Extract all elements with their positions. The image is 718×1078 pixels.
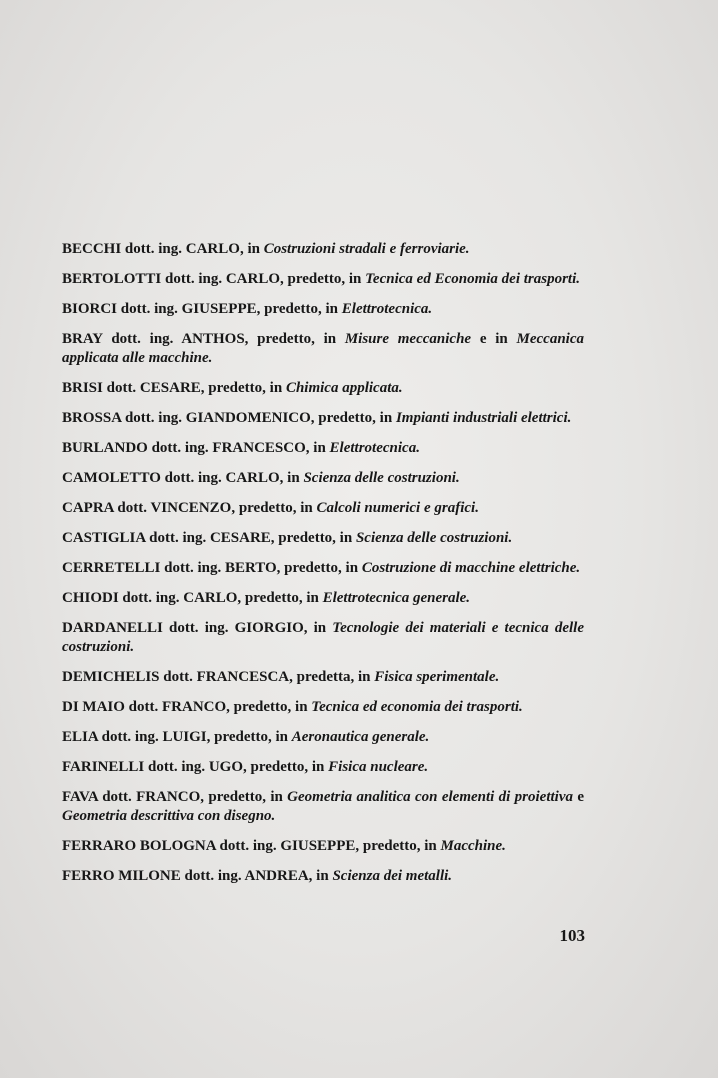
entry-field: Impianti industriali elettrici. xyxy=(395,410,572,426)
entry-name: FERRARO BOLOGNA dott. ing. GIUSEPPE, predetto, in xyxy=(62,838,441,854)
entry-name: CASTIGLIA dott. ing. CESARE, predetto, in xyxy=(62,530,356,546)
list-item xyxy=(62,867,584,886)
entry-connector: e xyxy=(573,789,584,805)
entry-field: Costruzioni stradali e ferroviarie. xyxy=(263,241,470,257)
list-item xyxy=(62,270,584,289)
list-item xyxy=(62,758,584,777)
list-item xyxy=(62,330,584,368)
entry-name: BROSSA dott. ing. GIANDOMENICO, predetto, in xyxy=(62,410,396,426)
list-item xyxy=(62,409,584,428)
list-item xyxy=(62,300,584,319)
list-item xyxy=(62,837,584,856)
list-item xyxy=(62,619,584,657)
entry-field: Elettrotecnica. xyxy=(341,301,433,317)
list-item xyxy=(62,559,584,578)
entry-field: Macchine. xyxy=(440,838,506,854)
list-item xyxy=(62,469,584,488)
entry-name: CERRETELLI dott. ing. BERTO, predetto, in xyxy=(62,560,362,576)
entry-field: Chimica applicata. xyxy=(285,380,403,396)
entry-name: FERRO MILONE dott. ing. ANDREA, in xyxy=(62,868,333,884)
list-item xyxy=(62,499,584,518)
entry-name: DEMICHELIS dott. FRANCESCA, predetta, in xyxy=(62,669,375,685)
list-item xyxy=(62,379,584,398)
list-item xyxy=(62,698,584,717)
entry-name: CAMOLETTO dott. ing. CARLO, in xyxy=(62,470,304,486)
entry-name: CHIODI dott. ing. CARLO, predetto, in xyxy=(62,590,323,606)
entry-connector: e in xyxy=(471,331,517,347)
entry-field: Tecnica ed Economia dei trasporti. xyxy=(365,271,580,287)
entry-name: DI MAIO dott. FRANCO, predetto, in xyxy=(62,699,312,715)
entry-name: BRISI dott. CESARE, predetto, in xyxy=(62,380,286,396)
entry-field: Scienza delle costruzioni. xyxy=(355,530,513,546)
entry-field: Calcoli numerici e grafici. xyxy=(316,500,479,516)
entry-list xyxy=(62,240,584,897)
entry-name: BURLANDO dott. ing. FRANCESCO, in xyxy=(62,440,330,456)
entry-field: Aeronautica generale. xyxy=(291,729,430,745)
show-through-text xyxy=(60,92,600,114)
entry-field: Fisica nucleare. xyxy=(328,759,429,775)
entry-field: Scienza dei metalli. xyxy=(332,868,453,884)
entry-name: BERTOLOTTI dott. ing. CARLO, predetto, in xyxy=(62,271,366,287)
entry-name: CAPRA dott. VINCENZO, predetto, in xyxy=(62,500,317,516)
entry-field: Costruzione di macchine elettriche. xyxy=(361,560,581,576)
entry-name: ELIA dott. ing. LUIGI, predetto, in xyxy=(62,729,292,745)
page-number: 103 xyxy=(559,926,585,945)
list-item xyxy=(62,788,584,826)
entry-field: Scienza delle costruzioni. xyxy=(303,470,460,486)
entry-name: BIORCI dott. ing. GIUSEPPE, predetto, in xyxy=(62,301,342,317)
entry-name: FARINELLI dott. ing. UGO, predetto, in xyxy=(62,759,329,775)
entry-name: DARDANELLI dott. ing. GIORGIO, in xyxy=(62,620,333,636)
entry-field: Misure meccaniche xyxy=(344,331,472,347)
entry-name: BRAY dott. ing. ANTHOS, predetto, in xyxy=(62,331,345,347)
entry-field: Tecnologie dei materiali e tecnica delle costruzioni. xyxy=(62,620,584,655)
entry-field: Elettrotecnica. xyxy=(329,440,420,456)
entry-field: Elettrotecnica generale. xyxy=(322,590,471,606)
list-item xyxy=(62,589,584,608)
list-item xyxy=(62,439,584,458)
list-item xyxy=(62,529,584,548)
entry-field-2: Geometria descrittiva con disegno. xyxy=(62,808,276,824)
entry-field: Fisica sperimentale. xyxy=(374,669,500,685)
list-item xyxy=(62,668,584,687)
list-item xyxy=(62,240,584,259)
entry-name: BECCHI dott. ing. CARLO, in xyxy=(62,241,264,257)
list-item xyxy=(62,728,584,747)
entry-field: Geometria analitica con elementi di proiettiva xyxy=(287,789,573,805)
entry-field-2: Meccanica applicata alle macchine. xyxy=(62,331,584,366)
entry-field: Tecnica ed economia dei trasporti. xyxy=(311,699,523,715)
entry-name: FAVA dott. FRANCO, predetto, in xyxy=(62,789,288,805)
